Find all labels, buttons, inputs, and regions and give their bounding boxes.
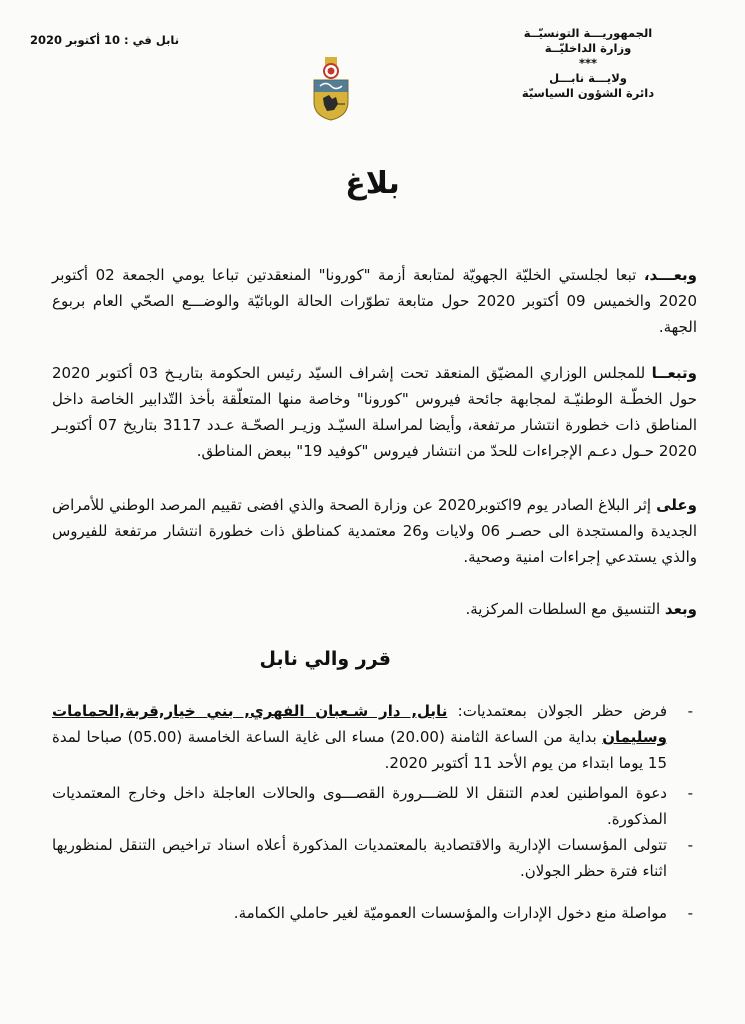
list-item-text: دعوة المواطنين لعدم التنقل الا للضـــرورة القصـــوى والحالات العاجلة داخل وخارج المعتمديات المذكورة.: [52, 784, 667, 828]
list-item: [52, 832, 695, 884]
letterhead-stars: ***: [578, 56, 598, 70]
paragraph-4-text: التنسيق مع السلطات المركزية.: [465, 600, 665, 618]
paragraph-4: [52, 596, 697, 622]
letterhead-country: الجمهوريـــة التونسيّــة: [523, 26, 653, 40]
paragraph-4-lead: وبعد: [664, 600, 697, 618]
list-item-text-cont: بداية من الساعة الثامنة (20.00) مساء الى غاية الساعة الخامسة (05.00) صباحا لمدة 15 يوما ابتداء من يوم الأحد 11 أكتوبر 2020.: [52, 728, 667, 772]
list-item-text: مواصلة منع دخول الإدارات والمؤسسات العموميّة لغير حاملي الكمامة.: [233, 904, 667, 922]
paragraph-3-lead: وعلى: [656, 496, 697, 514]
paragraph-2-lead: وتبعــا: [651, 364, 697, 382]
list-dash: -: [687, 904, 693, 922]
paragraph-2-text: للمجلس الوزاري المضيّق المنعقد تحت إشراف السيّد رئيس الحكومة بتاريـخ 03 أكتوبر 2020 حول الخطّـة الوطنيّـة لمجابهة جائحة فيروس "كورونا" وخاصة منها المتعلّقة بأخذ التّدابير الخاصة داخل المناطق ذات خطورة انتشار مرتفعة، وأيضا لمراسلة السيّـد وزيـر الصحّـة عـدد 3117 بتاريخ 07 أكتوبـر 2020 حـول دعـم الإجراءات للحدّ من انتشار فيروس "كوفيد 19" ببعض المناطق.: [52, 364, 697, 460]
paragraph-1-text: تبعا لجلستي الخليّة الجهويّة لمتابعة أزمة "كورونا" المنعقدتين تباعا يومي الجمعة 02 أكتوبر 2020 والخميس 09 أكتوبر 2020 حول متابعة تطوّرات الحالة الوبائيّة والوضـــع الصحّي العام بربوع الجهة.: [52, 266, 698, 336]
list-dash: -: [687, 836, 693, 854]
list-dash: -: [687, 702, 693, 720]
paragraph-3: [52, 492, 697, 570]
document-title: بلاغ: [345, 166, 400, 201]
list-item: [52, 780, 695, 832]
letterhead-ministry: وزارة الداخليّــة: [544, 41, 632, 55]
letterhead-governorate: ولايـــة نابـــل: [549, 71, 627, 85]
place-date: نابل في : 10 أكتوبر 2020: [30, 33, 180, 47]
list-item-text: فرض حظر الجولان بمعتمديات:: [447, 702, 667, 720]
paragraph-2: [52, 360, 697, 464]
coat-of-arms-icon: [310, 56, 352, 122]
list-item-underlined: نابل, دار شـعبان الفهري, بني خيار,قربة,الحمامات وسليمان: [52, 702, 667, 746]
decision-heading: قرر والي نابل: [259, 648, 391, 670]
list-item: [52, 900, 695, 926]
list-dash: -: [687, 784, 693, 802]
letterhead-department: دائرة الشؤون السياسيّة: [521, 86, 655, 100]
letterhead: [483, 26, 693, 101]
paragraph-1: [52, 262, 697, 340]
list-item-text: تتولى المؤسسات الإدارية والاقتصادية بالمعتمديات المذكورة أعلاه اسناد تراخيص التنقل لمنظوريها اثناء فترة حظر الجولان.: [52, 836, 667, 880]
paragraph-1-lead: وبعـــد،: [643, 266, 698, 284]
paragraph-3-text: إثر البلاغ الصادر يوم 9اكتوبر2020 عن وزارة الصحة والذي افضى تقييم المرصد الوطني للأمراض الجديدة والمستجدة الى حصـر 06 ولايات و26 معتمدية كمناطق ذات خطورة انتشار مرتفعة للفيروس والذي يستدعي إجراءات امنية وصحية.: [52, 496, 697, 566]
list-item: [52, 698, 695, 776]
